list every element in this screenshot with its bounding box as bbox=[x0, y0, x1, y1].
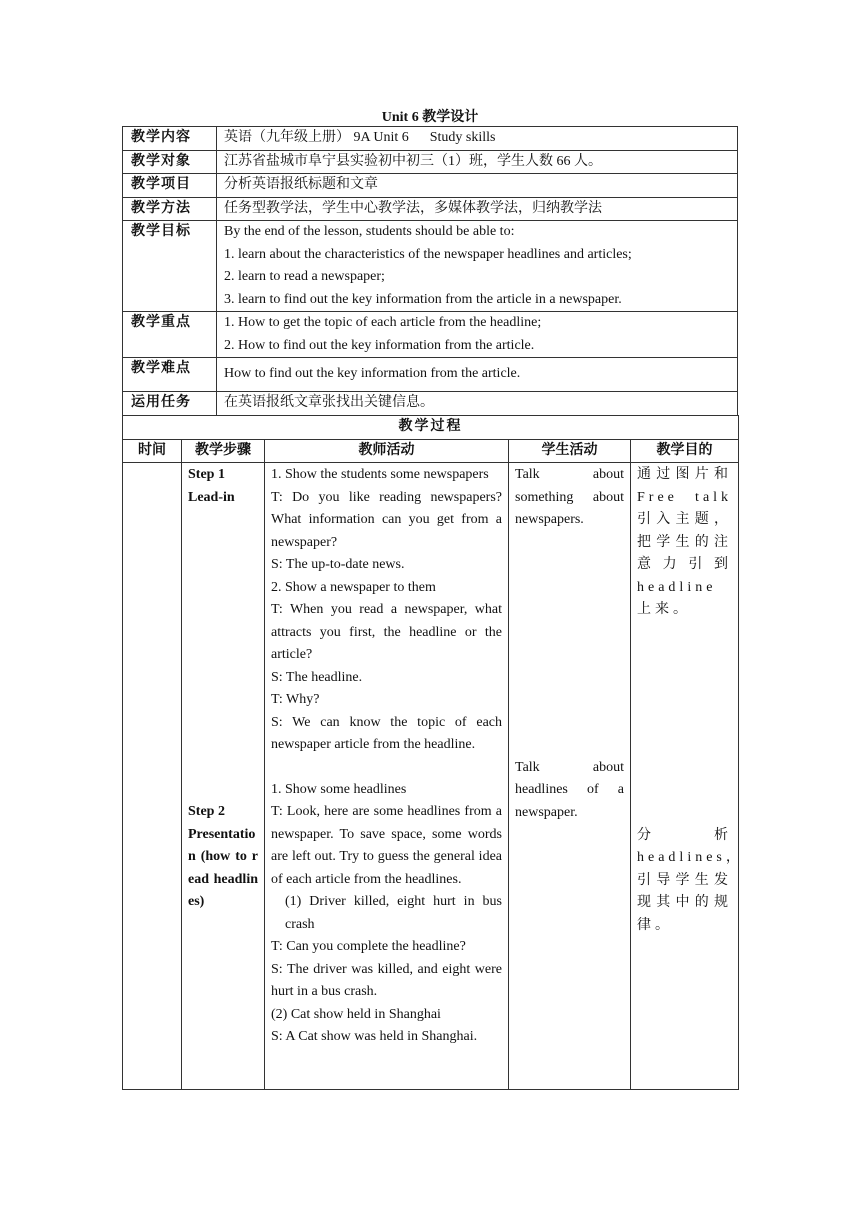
keypoint-1: 1. How to get the topic of each article from the headline; bbox=[224, 315, 542, 330]
process-body-row bbox=[123, 463, 739, 1090]
label-target: 教学对象 bbox=[123, 150, 217, 174]
objective-1: 1. learn about the characteristics of the newspaper headlines and articles; bbox=[224, 246, 632, 262]
step1-teacher-line-1: 1. Show the students some newspapers bbox=[271, 467, 489, 482]
info-row-content bbox=[123, 127, 738, 151]
value-objectives bbox=[217, 221, 738, 312]
purpose-cell bbox=[631, 463, 744, 1090]
student-activity-cell bbox=[509, 463, 631, 1090]
step1-teacher-line-2: T: Do you like reading newspapers? What information can you get from a newspaper? bbox=[271, 489, 502, 550]
label-objectives: 教学目标 bbox=[123, 221, 217, 312]
label-task: 运用任务 bbox=[123, 392, 217, 416]
label-keypoints: 教学重点 bbox=[123, 312, 217, 358]
step2-number: Step 2 bbox=[188, 804, 225, 819]
info-row-project bbox=[123, 174, 738, 198]
header-purpose: 教学目的 bbox=[631, 439, 739, 463]
step1-teacher-line-7: T: Why? bbox=[271, 692, 320, 707]
value-method: 任务型教学法，学生中心教学法，多媒体教学法，归纳教学法 bbox=[217, 197, 738, 221]
label-difficulty: 教学难点 bbox=[123, 358, 217, 392]
value-difficulty: How to find out the key information from the article. bbox=[217, 358, 738, 392]
value-content: 英语（九年级上册） 9A Unit 6 Study skills bbox=[217, 127, 738, 151]
step1-student-activity: Talk about something about newspapers. bbox=[515, 467, 624, 527]
step-cell bbox=[182, 463, 265, 1090]
process-title: 教学过程 bbox=[123, 416, 739, 440]
step1-teacher-line-4: 2. Show a newspaper to them bbox=[271, 579, 436, 595]
step1-name: Lead-in bbox=[188, 489, 235, 505]
header-time: 时间 bbox=[123, 439, 182, 463]
value-project: 分析英语报纸标题和文章 bbox=[217, 174, 738, 198]
step2-teacher-line-7: S: A Cat show was held in Shanghai. bbox=[271, 1029, 478, 1044]
step2-purpose: 分析 headlines，引导学生发现其中的规律。 bbox=[637, 827, 744, 933]
step2-teacher-line-4: T: Can you complete the headline? bbox=[271, 939, 466, 954]
step1-teacher-line-5: T: When you read a newspaper, what attracts you first, the headline or the article? bbox=[271, 602, 502, 662]
label-method: 教学方法 bbox=[123, 197, 217, 221]
header-student: 学生活动 bbox=[509, 439, 631, 463]
keypoint-2: 2. How to find out the key information from the article. bbox=[224, 337, 535, 353]
header-step: 教学步骤 bbox=[182, 439, 265, 463]
time-cell bbox=[123, 463, 182, 1090]
step2-teacher-line-6: (2) Cat show held in Shanghai bbox=[271, 1006, 441, 1022]
info-row-target bbox=[123, 150, 738, 174]
step2-name: Presentation (how to read headlines) bbox=[188, 826, 258, 909]
info-row-task bbox=[123, 392, 738, 416]
value-task: 在英语报纸文章张找出关键信息。 bbox=[217, 392, 738, 416]
teacher-activity-cell bbox=[265, 463, 509, 1090]
step1-number: Step 1 bbox=[188, 467, 225, 482]
step1-purpose: 通过图片和 Free talk 引入主题，把学生的注意力引到 headline 上来。 bbox=[637, 467, 733, 617]
value-keypoints bbox=[217, 312, 738, 358]
step2-teacher-line-2: T: Look, here are some headlines from a newspaper. To save space, some words are left out. Try to guess the general idea of each article from the headlines. bbox=[271, 804, 502, 887]
info-row-difficulty bbox=[123, 358, 738, 392]
step1-teacher-line-3: S: The up-to-date news. bbox=[271, 557, 405, 572]
info-row-objectives bbox=[123, 221, 738, 312]
label-content: 教学内容 bbox=[123, 127, 217, 151]
step2-teacher-line-1: 1. Show some headlines bbox=[271, 781, 407, 797]
info-row-keypoints bbox=[123, 312, 738, 358]
objective-2: 2. learn to read a newspaper; bbox=[224, 269, 385, 284]
step2-teacher-line-5: S: The driver was killed, and eight were hurt in a bus crash. bbox=[271, 961, 502, 999]
header-teacher: 教师活动 bbox=[265, 439, 509, 463]
step2-student-activity: Talk about headlines of a newspaper. bbox=[515, 759, 624, 820]
step2-teacher-line-3: (1) Driver killed, eight hurt in bus crash bbox=[285, 894, 502, 932]
value-target: 江苏省盐城市阜宁县实验初中初三（1）班，学生人数 66 人。 bbox=[217, 150, 738, 174]
label-project: 教学项目 bbox=[123, 174, 217, 198]
objective-intro: By the end of the lesson, students should be able to: bbox=[224, 224, 515, 239]
objective-3: 3. learn to find out the key information from the article in a newspaper. bbox=[224, 291, 622, 307]
step1-teacher-line-6: S: The headline. bbox=[271, 669, 363, 685]
step1-teacher-line-8: S: We can know the topic of each newspaper article from the headline. bbox=[271, 714, 502, 752]
page-title: Unit 6 教学设计 bbox=[381, 110, 479, 125]
info-row-method bbox=[123, 197, 738, 221]
process-table bbox=[122, 415, 744, 1090]
info-table bbox=[122, 126, 738, 416]
